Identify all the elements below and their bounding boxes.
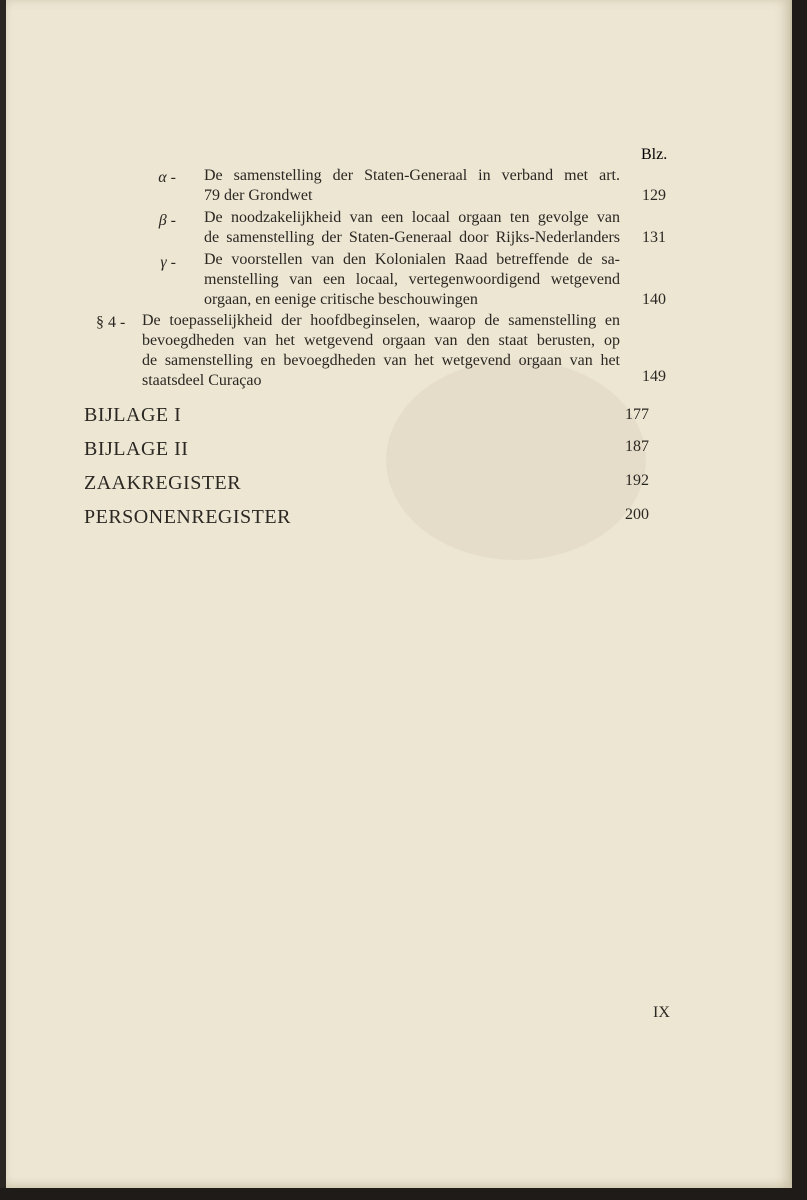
entry-line: orgaan, en eenige critische beschouwingen: [204, 291, 478, 308]
entry-line: de samenstelling der Staten-Generaal door Rijks-Nederlanders: [204, 229, 620, 246]
entry-symbol: β -: [158, 212, 176, 229]
entry-text: [204, 250, 620, 310]
entry-symbol: γ -: [160, 254, 176, 271]
section-page-number: 149: [642, 368, 666, 385]
scan-edge-right: [790, 0, 807, 1200]
scan-edge-bottom: [0, 1188, 807, 1200]
appendix-page-number: 192: [625, 472, 649, 489]
entry-text: [204, 166, 620, 206]
page-column-header: Blz.: [641, 146, 668, 163]
entry-page-number: 131: [642, 229, 666, 246]
entry-page-number: 129: [642, 187, 666, 204]
toc-personenregister: PERSONENREGISTER: [84, 506, 291, 528]
section-line: de samenstelling en bevoegdheden van het wetgevend orgaan van het: [142, 352, 620, 369]
entry-text: [204, 208, 620, 248]
entry-line: De voorstellen van den Kolonialen Raad betreffende de sa-: [204, 251, 620, 268]
folio-page-number: IX: [653, 1004, 670, 1021]
entry-symbol: α -: [158, 169, 176, 186]
section-line: staatsdeel Curaçao: [142, 372, 262, 389]
section-line: bevoegdheden van het wetgevend orgaan van den staat berusten, op: [142, 332, 620, 349]
section-text: [142, 311, 620, 391]
entry-page-number: 140: [642, 291, 666, 308]
section-line: De toepasselijkheid der hoofdbeginselen, waarop de samenstelling en: [142, 312, 620, 329]
section-label: § 4 -: [96, 314, 126, 331]
entry-line: menstelling van een locaal, vertegenwoordigend wetgevend: [204, 271, 620, 288]
toc-appendix-bijlage-1: BIJLAGE I: [84, 404, 182, 426]
appendix-page-number: 187: [625, 438, 649, 455]
entry-line: De samenstelling der Staten-Generaal in verband met art.: [204, 167, 620, 184]
book-page: [6, 0, 792, 1188]
appendix-page-number: 177: [625, 406, 649, 423]
toc-appendix-bijlage-2: BIJLAGE II: [84, 438, 189, 460]
appendix-page-number: 200: [625, 506, 649, 523]
toc-zaakregister: ZAAKREGISTER: [84, 472, 242, 494]
entry-line: 79 der Grondwet: [204, 187, 313, 204]
entry-line: De noodzakelijkheid van een locaal orgaan ten gevolge van: [204, 209, 620, 226]
